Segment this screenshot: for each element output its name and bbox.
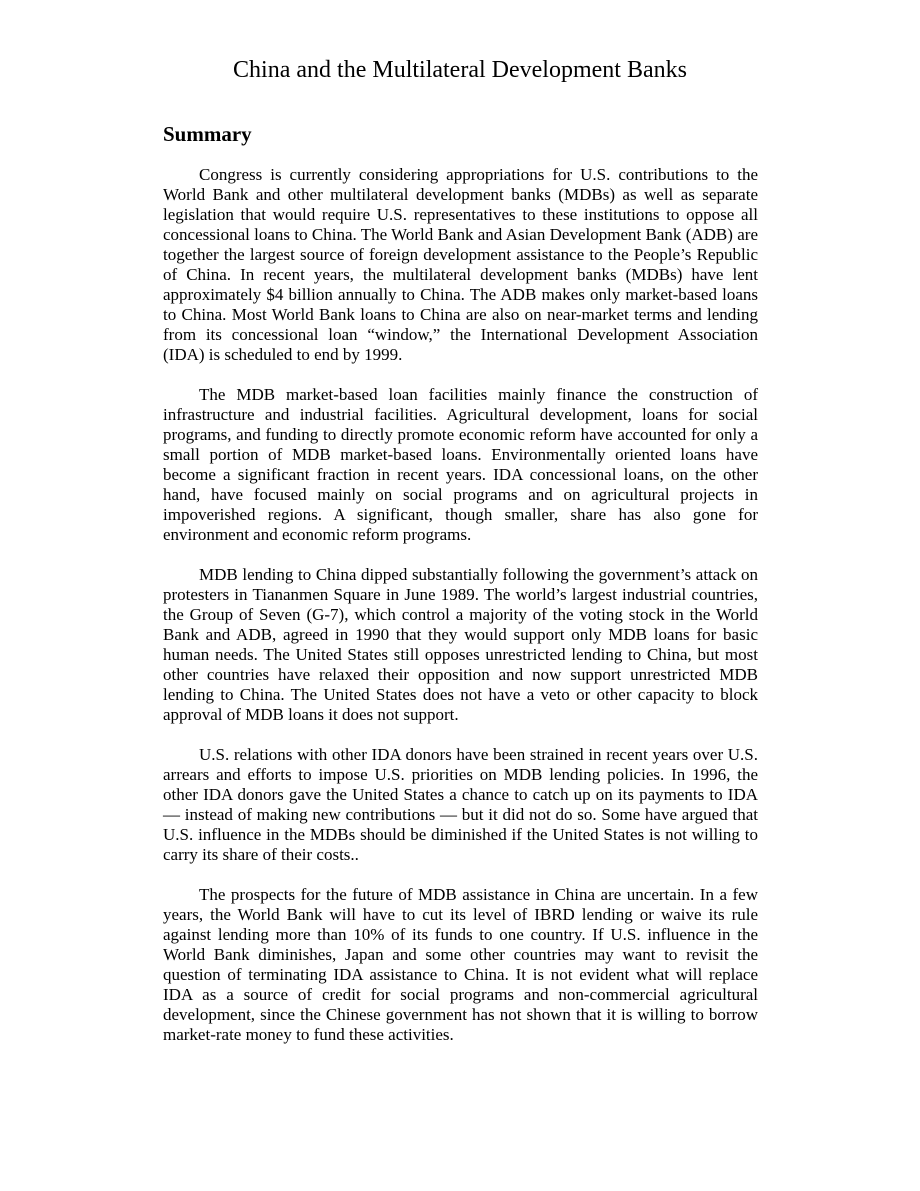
section-heading-summary: Summary [163,122,252,146]
document-title: China and the Multilateral Development Banks [233,57,687,83]
paragraph-1: Congress is currently considering appropriations for U.S. contributions to the World Bank and other multilateral development banks (MDBs) as well as separate legislation that would require U.S. representatives to these institutions to oppose all concessional loans to China. The World Bank and Asian Development Bank (ADB) are together the largest source of foreign development assistance to the People’s Republic of China. In recent years, the multilateral development banks (MDBs) have lent approximately $4 billion annually to China. The ADB makes only market-based loans to China. Most World Bank loans to China are also on near-market terms and lending from its concessional loan “window,” the International Development Association (IDA) is scheduled to end by 1999. [163,165,758,364]
paragraph-4: U.S. relations with other IDA donors have been strained in recent years over U.S. arrears and efforts to impose U.S. priorities on MDB lending policies. In 1996, the other IDA donors gave the United States a chance to catch up on its payments to IDA — instead of making new contributions — but it did not do so. Some have argued that U.S. influence in the MDBs should be diminished if the United States is not willing to carry its share of their costs.. [163,745,758,864]
paragraph-5: The prospects for the future of MDB assistance in China are uncertain. In a few years, the World Bank will have to cut its level of IBRD lending or waive its rule against lending more than 10% of its funds to one country. If U.S. influence in the World Bank diminishes, Japan and some other countries may want to revisit the question of terminating IDA assistance to China. It is not evident what will replace IDA as a source of credit for social programs and non-commercial agricultural development, since the Chinese government has not shown that it is willing to borrow market-rate money to fund these activities. [163,885,758,1044]
summary-body [163,165,758,1065]
paragraph-2: The MDB market-based loan facilities mainly finance the construction of infrastructure and industrial facilities. Agricultural development, loans for social programs, and funding to directly promote economic reform have accounted for only a small portion of MDB market-based loans. Environmentally oriented loans have become a significant fraction in recent years. IDA concessional loans, on the other hand, have focused mainly on social programs and on agricultural projects in impoverished regions. A significant, though smaller, share has also gone for environment and economic reform programs. [163,385,758,544]
paragraph-3: MDB lending to China dipped substantially following the government’s attack on protesters in Tiananmen Square in June 1989. The world’s largest industrial countries, the Group of Seven (G-7), which control a majority of the voting stock in the World Bank and ADB, agreed in 1990 that they would support only MDB loans for basic human needs. The United States still opposes unrestricted lending to China, but most other countries have relaxed their opposition and now support unrestricted MDB lending to China. The United States does not have a veto or other capacity to block approval of MDB loans it does not support. [163,565,758,724]
